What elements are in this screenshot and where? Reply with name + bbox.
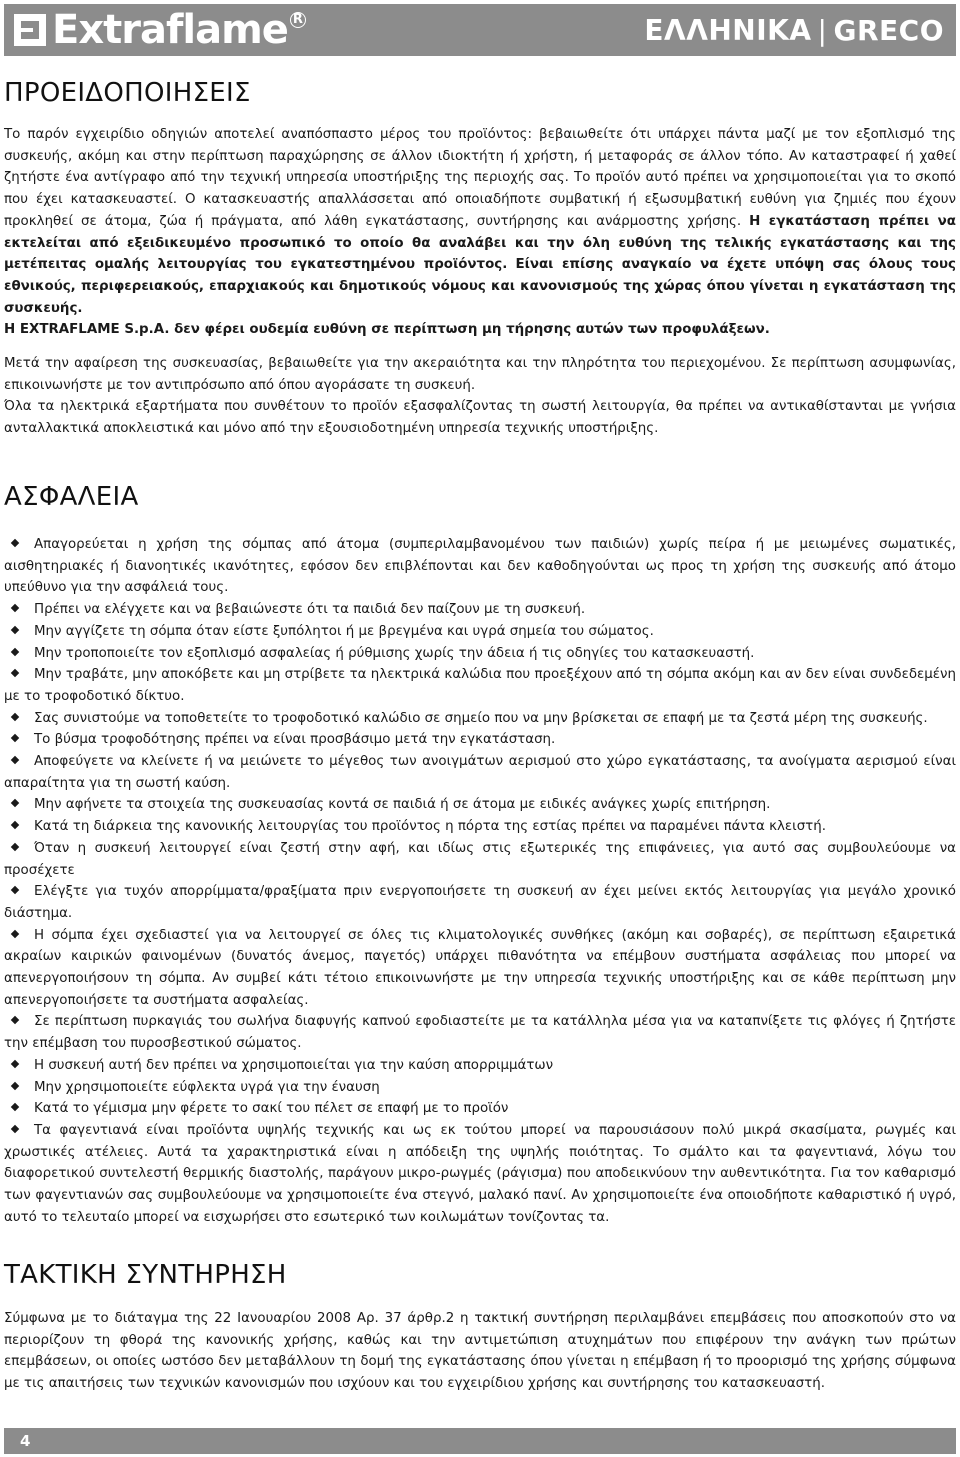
warnings-body — [4, 124, 956, 440]
safety-list — [4, 534, 956, 1229]
safety-list-item — [4, 925, 956, 1012]
warnings-paragraph-2: Μετά την αφαίρεση της συσκευασίας, βεβαιωθείτε για την ακεραιότητα και την πληρότητα του περιεχομένου. Σε περίπτωση ασυμφωνίας, επικοινωνήστε με τον αντιπρόσωπο από όπου αγοράσατε τη συσκευή. — [4, 356, 956, 393]
bullet-diamond-icon — [11, 1081, 19, 1089]
safety-list-item-text: Πρέπει να ελέγχετε και να βεβαιώνεστε ότι τα παιδιά δεν παίζουν με τη συσκευή. — [34, 602, 586, 618]
bullet-diamond-icon — [11, 886, 19, 894]
safety-list-item-text: Μην αφήνετε τα στοιχεία της συσκευασίας κοντά σε παιδιά ή σε άτομα με ειδικές ανάγκες χωρίς επιτήρηση. — [34, 797, 771, 813]
safety-list-item-text: Όταν η συσκευή λειτουργεί είναι ζεστή στην αφή, και ιδίως στις εξωτερικές της επιφάνειες, για αυτό σας συμβουλεύουμε να προσέχετε — [4, 840, 956, 878]
safety-list-item — [4, 664, 956, 707]
safety-list-item — [4, 1011, 956, 1054]
language-latin: GRECO — [833, 14, 944, 47]
safety-list-item-text: Αποφεύγετε να κλείνετε ή να μειώνετε το μέγεθος των ανοιγμάτων αερισμού στο χώρο εγκατάστασης, τα ανοίγματα αερισμού είναι απαραίτητα για τη σωστή καύση. — [4, 754, 956, 791]
warnings-title: ΠΡΟΕΙΔΟΠΟΙΗΣΕΙΣ — [4, 78, 251, 108]
safety-list-item-text: Μην αγγίζετε τη σόμπα όταν είστε ξυπόλητοι ή με βρεγμένα και υγρά σημεία του σώματος. — [34, 623, 654, 639]
page-footer — [4, 1428, 956, 1454]
page-header — [4, 4, 956, 56]
safety-list-item — [4, 794, 956, 816]
maintenance-title: ΤΑΚΤΙΚΗ ΣΥΝΤΗΡΗΣΗ — [4, 1260, 287, 1290]
safety-list-item-text: Ελέγξτε για τυχόν απορρίμματα/φραξίματα πριν ενεργοποιήσετε τη συσκευή αν έχει μείνει εκτός λειτουργίας για μεγάλο χρονικό διάστημα. — [4, 884, 956, 921]
bullet-diamond-icon — [11, 799, 19, 807]
maintenance-body — [4, 1308, 956, 1395]
bullet-diamond-icon — [11, 647, 19, 655]
safety-list-item — [4, 1077, 956, 1099]
safety-list-item-text: Μην τραβάτε, μην αποκόβετε και μη στρίβετε τα ηλεκτρικά καλώδια που προεξέχουν από τη σόμπα ακόμη και αν δεν είναι συνδεδεμένη με το τροφοδοτικό δίκτυο. — [4, 667, 956, 704]
bullet-diamond-icon — [11, 1103, 19, 1111]
safety-list-item-text: Σε περίπτωση πυρκαγιάς του σωλήνα διαφυγής καπνού εφοδιαστείτε με τα κατάλληλα μέσα για να καταπνίξετε τις φλόγες ή ζητήστε την επέμβαση του πυροσβεστικού σώματος. — [4, 1014, 956, 1052]
page-number: 4 — [20, 1432, 31, 1450]
safety-list-item-text: Τα φαγεντιανά είναι προϊόντα υψηλής τεχνικής και ως εκ τούτου μπορεί να παρουσιάσουν πολύ μικρά σκασίματα, ρωγμές και χρωστικές ατέλειες. Αυτά τα χαρακτηριστικά είναι η απόδειξη της υψηλής ποιότητας. Το σμάλτο και τα φαγεντιανά, λόγω του διαφορετικού συντελεστή θερμικής διαστολής, παράγουν μικρο-ρωγμές (ράγισμα) που αποδεικνύουν την αυθεντικότητα. Για τον καθαρισμό των φαγεντιανών σας συμβουλεύουμε να χρησιμοποιείτε ένα στεγνό, μαλακό πανί. Αν χρησιμοποιείτε ένα οποιοδήποτε καθαριστικό ή υγρό, αυτό το τελευταίο μπορεί να εισχωρήσει στο εσωτερικό των κοιλωμάτων τονίζοντας τα. — [4, 1122, 956, 1225]
safety-list-item — [4, 621, 956, 643]
bullet-diamond-icon — [11, 539, 19, 547]
bullet-diamond-icon — [11, 669, 19, 677]
warnings-p1-bold-installation: Η εγκατάσταση πρέπει να εκτελείται από εξειδικευμένο προσωπικό το οποίο θα αναλάβει και την όλη ευθύνη της τελικής εγκατάστασης και της μετέπειτας ομαλής λειτουργίας του εγκατεστημένου προϊόντος. — [4, 213, 956, 273]
language-label — [644, 14, 944, 47]
warnings-p1-bold-disclaimer: Η EXTRAFLAME S.p.A. δεν φέρει ουδεμία ευθύνη σε περίπτωση μη τήρησης αυτών των προφυλάξεων. — [4, 322, 770, 338]
bullet-diamond-icon — [11, 843, 19, 851]
brand-name: Extraflame — [52, 7, 288, 53]
safety-list-item — [4, 599, 956, 621]
safety-list-item-text: Το βύσμα τροφοδότησης πρέπει να είναι προσβάσιμο μετά την εγκατάσταση. — [34, 732, 556, 748]
safety-list-item-text: Απαγορεύεται η χρήση της σόμπας από άτομα (συμπεριλαμβανομένου των παιδιών) χωρίς πείρα ή με μειωμένες σωματικές, αισθητηριακές ή διανοητικές ικανότητες, εφόσον δεν επιβλέπονται και δεν καθοδηγούνται ως προς τη χρήση της συσκευής από άτομο υπεύθυνο για την ασφάλειά τους. — [4, 537, 956, 596]
safety-list-item-text: Κατά το γέμισμα μην φέρετε το σακί του πέλετ σε επαφή με το προϊόν — [34, 1101, 509, 1117]
maintenance-paragraph: Σύμφωνα με το διάταγμα της 22 Ιανουαρίου 2008 Αρ. 37 άρθρ.2 η τακτική συντήρηση περιλαμβάνει επεμβάσεις που αποσκοπούν στο να περιορίζουν τη φθορά της κανονικής χρήσης, καθώς και την αντιμετώπιση ατυχημάτων που επιφέρουν την ανάγκη των πρώτων επεμβάσεων, οι οποίες ωστόσο δεν μεταβάλλουν τη δομή της εγκατάστασης όπου γίνεται η επέμβαση ή το προορισμό της χρήσης σύμφωνα με τις απαιτήσεις των τεχνικών κανονισμών που ισχύουν και του εγχειρίδιου χρήσης και συντήρησης του κατασκευαστή. — [4, 1311, 956, 1392]
bullet-diamond-icon — [11, 821, 19, 829]
safety-list-item — [4, 643, 956, 665]
bullet-diamond-icon — [11, 929, 19, 937]
registered-mark: R — [290, 12, 306, 28]
safety-list-item-text: Μην τροποποιείτε τον εξοπλισμό ασφαλείας ή ρύθμισης χωρίς την άδεια ή τις οδηγίες του κατασκευαστή. — [34, 645, 755, 661]
bullet-diamond-icon — [11, 1016, 19, 1024]
language-greek: ΕΛΛΗΝΙΚΑ — [644, 14, 812, 47]
warnings-paragraph-1 — [4, 124, 956, 341]
warnings-paragraph-3: Όλα τα ηλεκτρικά εξαρτήματα που συνθέτουν το προϊόν εξασφαλίζοντας τη σωστή λειτουργία, θα πρέπει να αντικαθίστανται με γνήσια ανταλλακτικά αποκλειστικά και μόνο από την εξουσιοδοτημένη υπηρεσία τεχνικής υποστήριξης. — [4, 399, 956, 437]
bullet-diamond-icon — [11, 626, 19, 634]
safety-list-item — [4, 1098, 956, 1120]
bullet-diamond-icon — [11, 604, 19, 612]
safety-list-item — [4, 729, 956, 751]
safety-list-item-text: Η συσκευή αυτή δεν πρέπει να χρησιμοποιείται για την καύση απορριμμάτων — [34, 1057, 554, 1073]
bullet-diamond-icon — [11, 712, 19, 720]
bullet-diamond-icon — [11, 1125, 19, 1133]
safety-list-item-text: Μην χρησιμοποιείτε εύφλεκτα υγρά για την έναυση — [34, 1079, 380, 1095]
safety-list-item — [4, 751, 956, 794]
language-separator: | — [817, 14, 828, 47]
bullet-diamond-icon — [11, 756, 19, 764]
bullet-diamond-icon — [11, 734, 19, 742]
safety-list-item-text: Σας συνιστούμε να τοποθετείτε το τροφοδοτικό καλώδιο σε σημείο που να μην βρίσκεται σε επαφή με τα ζεστά μέρη της συσκευής. — [34, 710, 928, 726]
safety-list-item-text: Η σόμπα έχει σχεδιαστεί για να λειτουργεί σε όλες τις κλιματολογικές συνθήκες (ακόμη και σοβαρές), σε περίπτωση εξαιρετικά ακραίων καιρικών φαινομένων (δυνατός άνεμος, παγετός) υπάρχει πιθανότητα να επέμβουν συστήματα ασφάλειας που μπορεί να απενεργοποιήσουν τη σόμπα. Αν συμβεί κάτι τέτοιο επικοινωνήστε με την υπηρεσία τεχνικής υποστήριξης και σε κάθε περίπτωση μην απενεργοποιήσετε τα συστήματα ασφαλείας. — [4, 927, 956, 1008]
safety-list-item — [4, 816, 956, 838]
safety-list-item — [4, 1055, 956, 1077]
extraflame-mark-icon — [12, 12, 48, 48]
safety-list-item — [4, 1120, 956, 1229]
bullet-diamond-icon — [11, 1060, 19, 1068]
safety-title: ΑΣΦΑΛΕΙΑ — [4, 482, 139, 512]
warnings-p1-bold-laws: Είναι επίσης αναγκαίο να έχετε υπόψη σας όλους τους εθνικούς, περιφερειακούς, επαρχιακούς και δημοτικούς νόμους και κανονισμούς της χώρας όπου γίνεται η εγκατάσταση της συσκευής. — [4, 257, 956, 316]
safety-list-item — [4, 838, 956, 881]
warnings-p1-text: Το παρόν εγχειρίδιο οδηγιών αποτελεί αναπόσπαστο μέρος του προϊόντος: βεβαιωθείτε ότι υπάρχει πάντα μαζί με τον εξοπλισμό της συσκευής, ακόμη και στην περίπτωση παραχώρησης σε άλλον ιδιοκτήτη ή χρήστη, ή μεταφοράς σε άλλον τόπο. Αν καταστραφεί ή χαθεί ζητήστε ένα αντίγραφο από την τεχνική υπηρεσία υποστήριξης της περιοχής σας. Το προϊόν αυτό πρέπει να χρησιμοποιείται για το σκοπό που έχει κατασκευαστεί. Ο κατασκευαστής απαλλάσσεται από οποιαδήποτε συμβατική ή εξωσυμβατική ευθύνη για ζημιές που έχουν προκληθεί σε άτομα, ζώα ή πράγματα, από λάθη εγκατάστασης, συντήρησης και ανάρμοστης χρήσης. — [4, 127, 956, 229]
safety-list-item — [4, 534, 956, 599]
safety-list-item — [4, 708, 956, 730]
safety-list-item — [4, 881, 956, 924]
brand-logo — [12, 7, 306, 53]
safety-body — [4, 534, 956, 1229]
safety-list-item-text: Κατά τη διάρκεια της κανονικής λειτουργίας του προϊόντος η πόρτα της εστίας πρέπει να παραμένει πάντα κλειστή. — [34, 819, 826, 835]
